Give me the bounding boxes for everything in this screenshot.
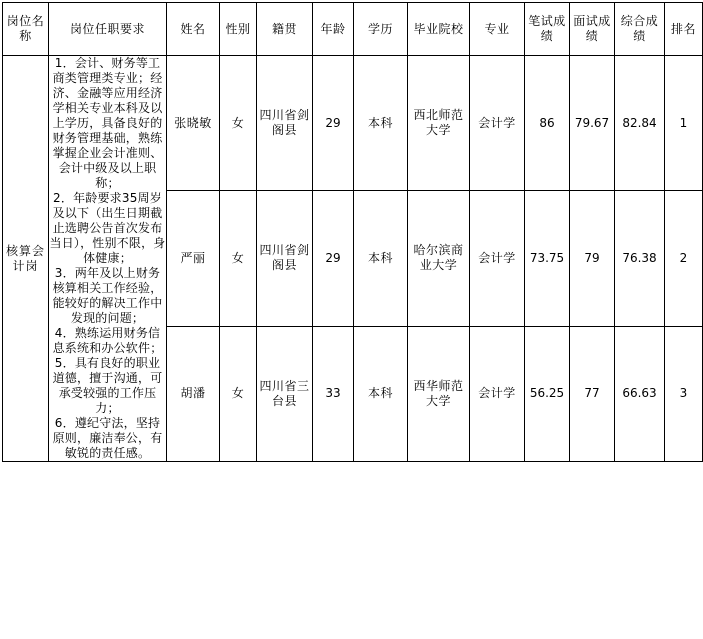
header-name: 姓名 (167, 3, 220, 56)
cell-education: 本科 (354, 326, 408, 461)
cell-total-score: 82.84 (615, 56, 665, 191)
requirement-item-1: 1．会计、财务等工商类管理类专业；经济、金融等应用经济学相关专业本科及以上学历，具备良好的财务管理基础，熟练掌握企业会计准则、会计中级及以上职称； (52, 56, 163, 190)
header-requirements: 岗位任职要求 (49, 3, 167, 56)
cell-major: 会计学 (470, 56, 525, 191)
cell-name: 严丽 (167, 191, 220, 326)
cell-sex: 女 (220, 56, 257, 191)
requirement-item-4: 4．熟练运用财务信息系统和办公软件； (52, 326, 163, 355)
header-post-name: 岗位名称 (3, 3, 49, 56)
cell-origin: 四川省剑阁县 (257, 56, 313, 191)
cell-sex: 女 (220, 326, 257, 461)
header-origin: 籍贯 (257, 3, 313, 56)
cell-name: 张晓敏 (167, 56, 220, 191)
requirement-item-3: 3．两年及以上财务核算相关工作经验，能较好的解决工作中发现的问题； (52, 266, 163, 325)
header-interview-score: 面试成绩 (570, 3, 615, 56)
cell-post-name: 核算会计岗 (3, 56, 49, 462)
cell-written-score: 56.25 (525, 326, 570, 461)
requirement-item-5: 5．具有良好的职业道德，擅于沟通，可承受较强的工作压力； (52, 356, 163, 415)
result-table-sheet (0, 2, 696, 639)
header-rank: 排名 (665, 3, 703, 56)
cell-origin: 四川省三台县 (257, 326, 313, 461)
table-header-row (3, 3, 703, 56)
cell-age: 29 (313, 191, 354, 326)
cell-age: 29 (313, 56, 354, 191)
cell-education: 本科 (354, 191, 408, 326)
cell-written-score: 86 (525, 56, 570, 191)
cell-written-score: 73.75 (525, 191, 570, 326)
cell-sex: 女 (220, 191, 257, 326)
cell-education: 本科 (354, 56, 408, 191)
cell-age: 33 (313, 326, 354, 461)
cell-interview-score: 77 (570, 326, 615, 461)
table-row (3, 56, 703, 191)
cell-school: 西华师范大学 (408, 326, 470, 461)
cell-interview-score: 79.67 (570, 56, 615, 191)
cell-requirements (49, 56, 167, 462)
cell-interview-score: 79 (570, 191, 615, 326)
cell-rank: 3 (665, 326, 703, 461)
candidate-results-table (2, 2, 703, 462)
cell-rank: 1 (665, 56, 703, 191)
cell-school: 西北师范大学 (408, 56, 470, 191)
cell-major: 会计学 (470, 191, 525, 326)
header-written-score: 笔试成绩 (525, 3, 570, 56)
header-age: 年龄 (313, 3, 354, 56)
requirement-item-2: 2．年龄要求35周岁及以下（出生日期截止选聘公告首次发布当日），性别不限，身体健康； (49, 191, 166, 265)
cell-name: 胡潘 (167, 326, 220, 461)
requirement-item-6: 6．遵纪守法，坚持原则，廉洁奉公，有敏锐的责任感。 (52, 416, 163, 460)
header-major: 专业 (470, 3, 525, 56)
header-sex: 性别 (220, 3, 257, 56)
cell-total-score: 76.38 (615, 191, 665, 326)
cell-school: 哈尔滨商业大学 (408, 191, 470, 326)
cell-major: 会计学 (470, 326, 525, 461)
header-total-score: 综合成绩 (615, 3, 665, 56)
header-education: 学历 (354, 3, 408, 56)
cell-total-score: 66.63 (615, 326, 665, 461)
header-school: 毕业院校 (408, 3, 470, 56)
cell-origin: 四川省剑阁县 (257, 191, 313, 326)
cell-rank: 2 (665, 191, 703, 326)
